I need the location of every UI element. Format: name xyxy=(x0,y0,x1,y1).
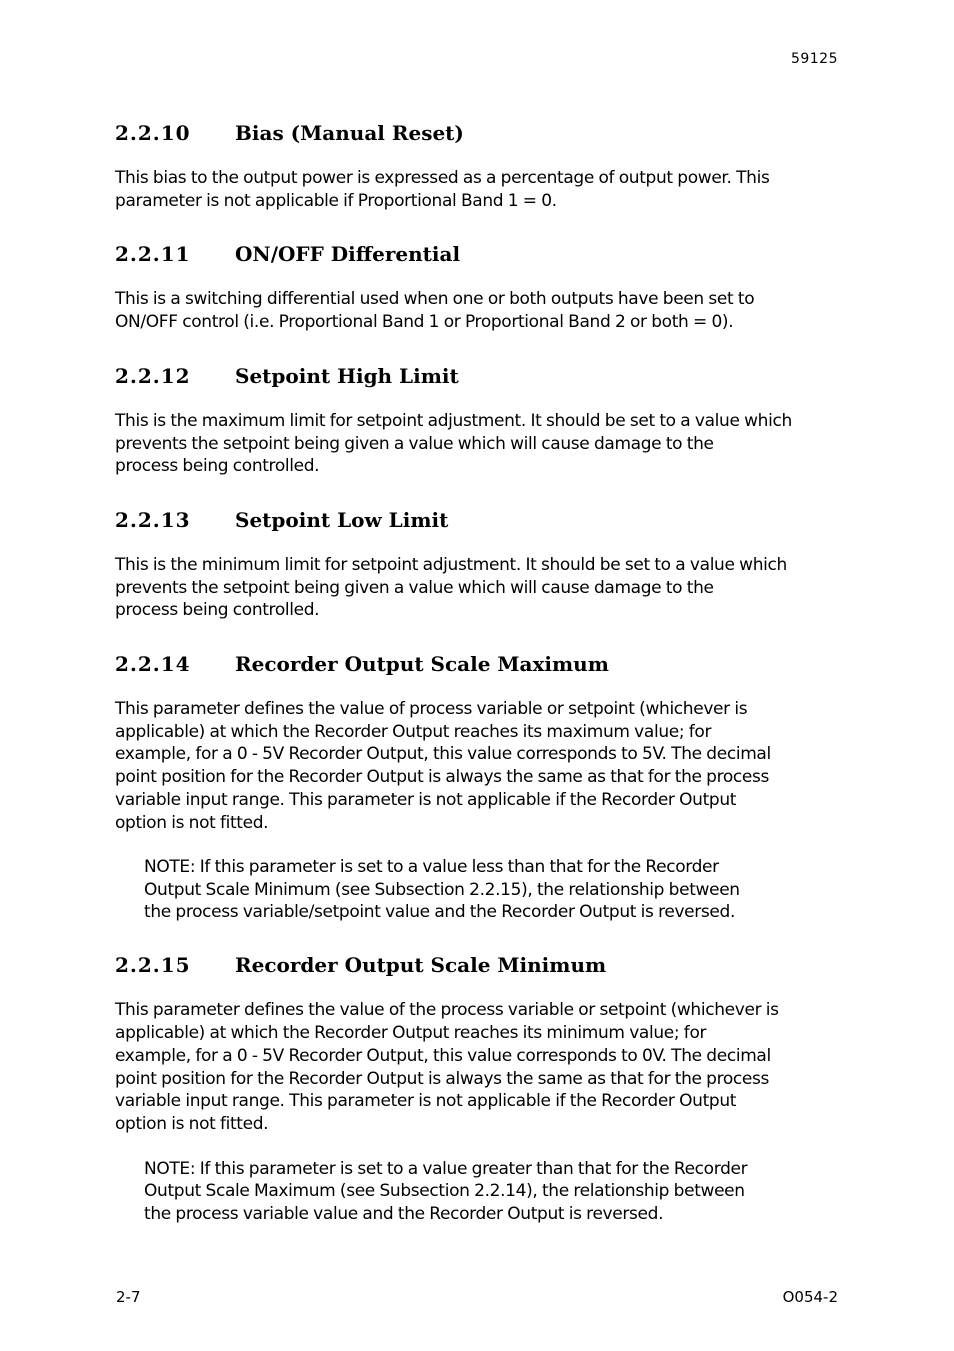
section-number: 2.2.11 xyxy=(115,242,191,267)
section-body xyxy=(115,167,845,212)
text-line: the process variable value and the Recorder Output is reversed. xyxy=(144,1203,664,1224)
section-heading xyxy=(115,237,845,271)
section-2-2-10 xyxy=(115,116,845,212)
section-title: Recorder Output Scale Minimum xyxy=(235,953,607,978)
section-heading xyxy=(115,116,845,150)
text-line: This is a switching differential used when one or both outputs have been set to xyxy=(115,289,755,310)
text-line: option is not fitted. xyxy=(115,812,269,833)
text-line: parameter is not applicable if Proportional Band 1 = 0. xyxy=(115,190,557,211)
section-number: 2.2.14 xyxy=(115,652,191,677)
section-body xyxy=(115,698,845,834)
section-note xyxy=(144,1158,845,1225)
text-line: variable input range. This parameter is not applicable if the Recorder Output xyxy=(115,789,737,810)
text-line: This is the minimum limit for setpoint adjustment. It should be set to a value which xyxy=(115,554,787,575)
section-2-2-14 xyxy=(115,647,845,923)
section-2-2-15 xyxy=(115,948,845,1224)
section-number: 2.2.12 xyxy=(115,363,191,388)
text-line: applicable) at which the Recorder Output reaches its minimum value; for xyxy=(115,1023,707,1044)
document-reference: O054-2 xyxy=(782,1288,838,1306)
text-line: applicable) at which the Recorder Output reaches its maximum value; for xyxy=(115,721,712,742)
text-line: This is the maximum limit for setpoint adjustment. It should be set to a value which xyxy=(115,410,792,431)
page-content xyxy=(115,116,845,1250)
document-number: 59125 xyxy=(790,51,838,67)
text-line: variable input range. This parameter is not applicable if the Recorder Output xyxy=(115,1091,737,1112)
section-title: Setpoint Low Limit xyxy=(235,507,449,532)
section-heading xyxy=(115,647,845,681)
section-note xyxy=(144,856,845,923)
text-line: process being controlled. xyxy=(115,456,320,477)
text-line: NOTE: If this parameter is set to a value less than that for the Recorder xyxy=(144,857,719,878)
text-line: This parameter defines the value of the process variable or setpoint (whichever is xyxy=(115,1000,779,1021)
section-number: 2.2.15 xyxy=(115,953,191,978)
section-heading xyxy=(115,359,845,393)
section-body xyxy=(115,554,845,622)
text-line: example, for a 0 - 5V Recorder Output, this value corresponds to 5V. The decimal xyxy=(115,744,771,765)
section-2-2-11 xyxy=(115,237,845,333)
section-number: 2.2.13 xyxy=(115,507,191,532)
text-line: point position for the Recorder Output is always the same as that for the process xyxy=(115,767,770,788)
section-2-2-13 xyxy=(115,503,845,622)
section-2-2-12 xyxy=(115,359,845,478)
text-line: example, for a 0 - 5V Recorder Output, this value corresponds to 0V. The decimal xyxy=(115,1045,771,1066)
text-line: point position for the Recorder Output is always the same as that for the process xyxy=(115,1068,770,1089)
section-title: Bias (Manual Reset) xyxy=(235,121,464,145)
text-line: prevents the setpoint being given a value which will cause damage to the xyxy=(115,433,714,454)
section-heading xyxy=(115,503,845,537)
text-line: This bias to the output power is expressed as a percentage of output power. This xyxy=(115,168,770,188)
text-line: This parameter defines the value of process variable or setpoint (whichever is xyxy=(115,699,748,720)
page-number: 2-7 xyxy=(116,1288,141,1306)
text-line: NOTE: If this parameter is set to a value greater than that for the Recorder xyxy=(144,1158,748,1179)
section-number: 2.2.10 xyxy=(115,121,191,145)
text-line: ON/OFF control (i.e. Proportional Band 1 or Proportional Band 2 or both = 0). xyxy=(115,312,734,333)
section-heading xyxy=(115,948,845,982)
section-body xyxy=(115,999,845,1135)
section-body xyxy=(115,410,845,478)
section-title: ON/OFF Differential xyxy=(235,242,461,267)
text-line: Output Scale Maximum (see Subsection 2.2.14), the relationship between xyxy=(144,1181,745,1202)
section-body xyxy=(115,288,845,333)
section-title: Setpoint High Limit xyxy=(235,363,459,388)
text-line: the process variable/setpoint value and the Recorder Output is reversed. xyxy=(144,902,736,923)
section-title: Recorder Output Scale Maximum xyxy=(235,652,609,677)
text-line: process being controlled. xyxy=(115,600,320,621)
text-line: Output Scale Minimum (see Subsection 2.2.15), the relationship between xyxy=(144,879,740,900)
text-line: prevents the setpoint being given a value which will cause damage to the xyxy=(115,577,714,598)
text-line: option is not fitted. xyxy=(115,1113,269,1134)
